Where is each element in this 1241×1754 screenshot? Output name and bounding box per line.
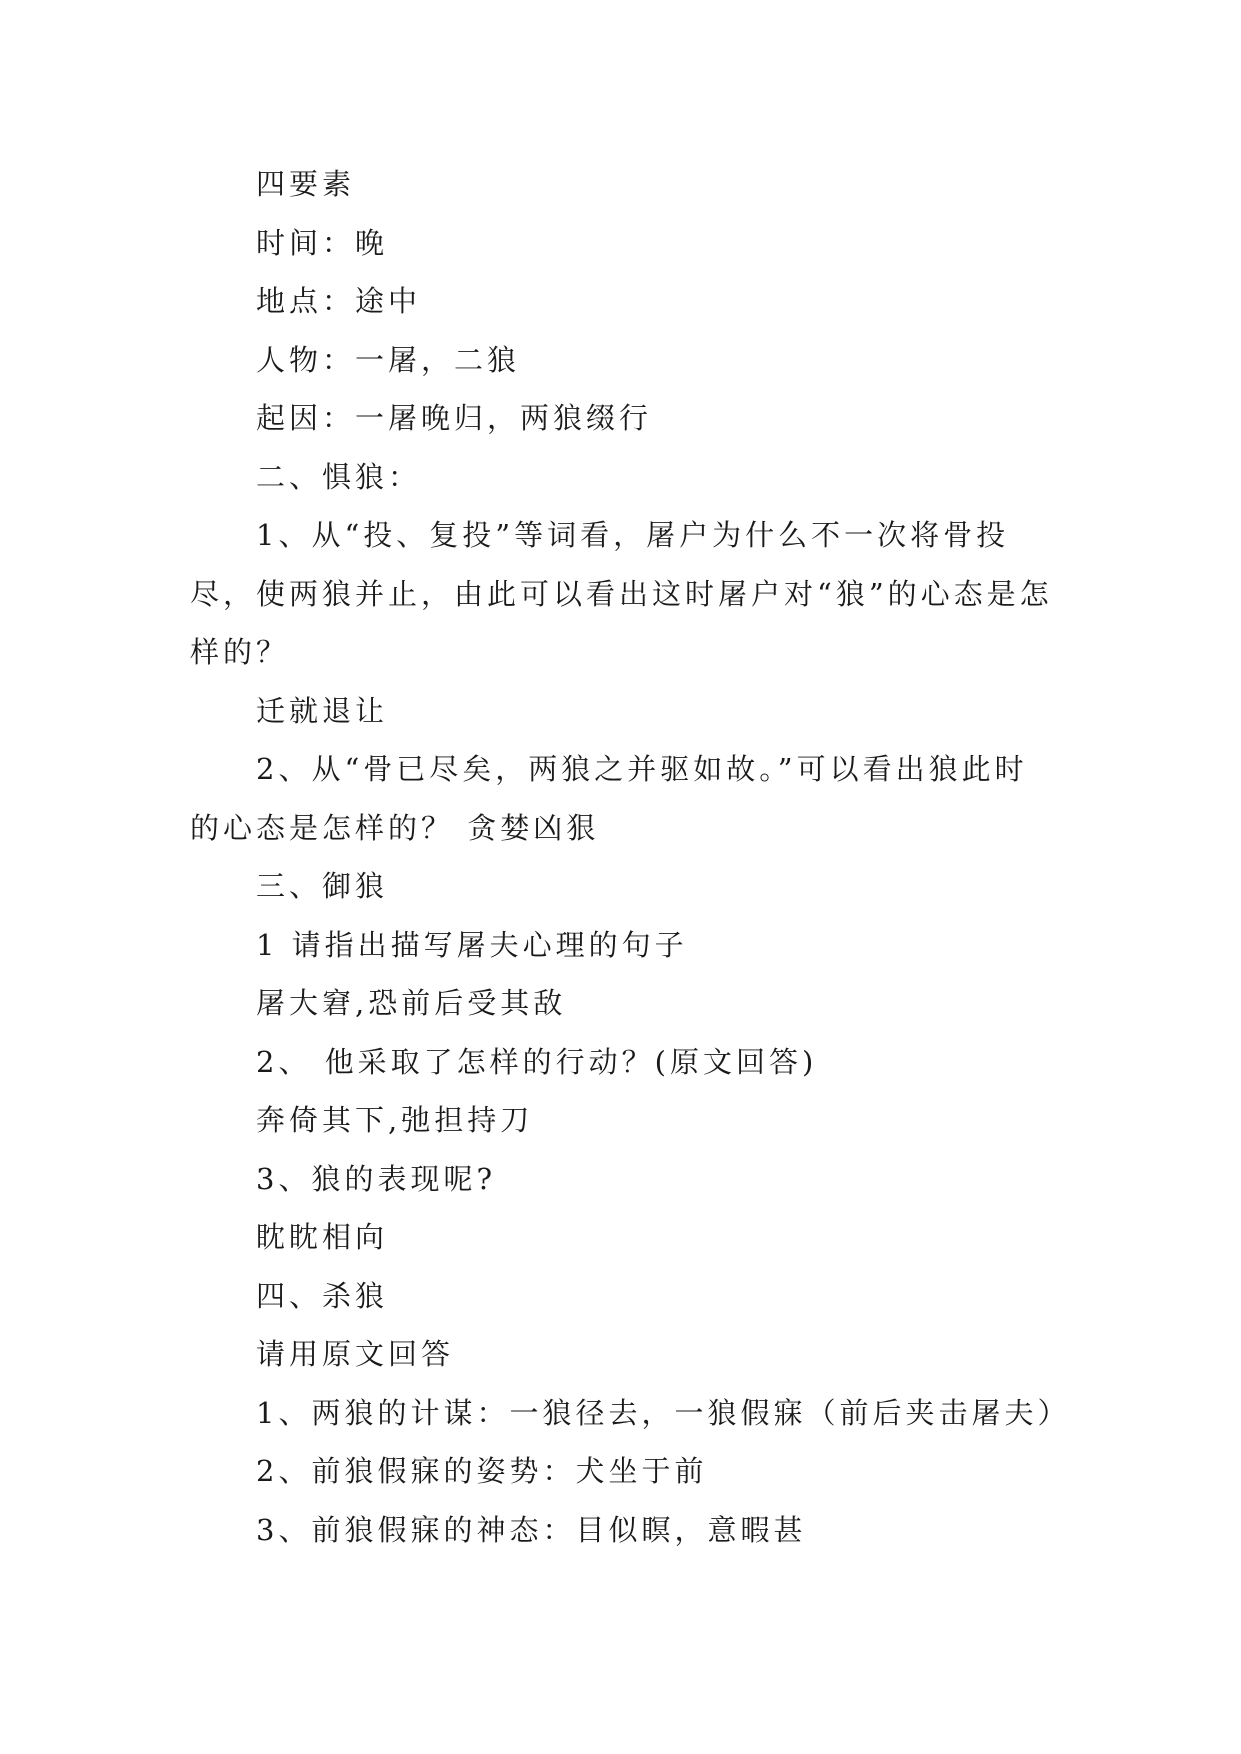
answer-1: 迁就退让	[256, 693, 389, 728]
element-cause: 起因：一屠晚归，两狼缀行	[256, 401, 653, 435]
heading-four-elements: 四要素	[256, 167, 356, 201]
document-body	[190, 155, 1071, 1559]
answer-psychology: 屠大窘,恐前后受其敌	[256, 986, 567, 1020]
instruction-use-original: 请用原文回答	[256, 1337, 455, 1371]
question-action: 2、 他采取了怎样的行动？(原文回答)	[256, 1044, 818, 1079]
question-1: 1、从“投、复投”等词看，屠户为什么不一次将骨投尽，使两狼并止，由此可以看出这时屠户对“狼”的心态是怎样的？	[190, 518, 1053, 669]
section-kill-wolf: 四、杀狼	[256, 1278, 389, 1313]
point-wolf-expression: 3、前狼假寐的神态：目似瞑，意暇甚	[256, 1512, 807, 1547]
question-psychology: 1 请指出描写屠夫心理的句子	[256, 927, 688, 962]
element-place: 地点：途中	[256, 284, 422, 318]
section-fear-wolf: 二、惧狼：	[256, 459, 422, 494]
element-time: 时间：晚	[256, 225, 389, 260]
answer-action: 奔倚其下,弛担持刀	[256, 1103, 534, 1137]
point-wolf-posture: 2、前狼假寐的姿势：犬坐于前	[256, 1454, 708, 1488]
question-wolf-behavior: 3、狼的表现呢?	[256, 1161, 496, 1196]
element-characters: 人物：一屠，二狼	[256, 342, 521, 377]
point-wolves-plan: 1、两狼的计谋：一狼径去，一狼假寐（前后夹击屠夫）	[256, 1395, 1071, 1430]
answer-wolf-behavior: 眈眈相向	[256, 1220, 389, 1254]
question-2-with-answer: 2、从“骨已尽矣，两狼之并驱如故。”可以看出狼此时的心态是怎样的？ 贪婪凶狠	[190, 752, 1028, 845]
section-resist-wolf: 三、御狼	[256, 869, 389, 903]
